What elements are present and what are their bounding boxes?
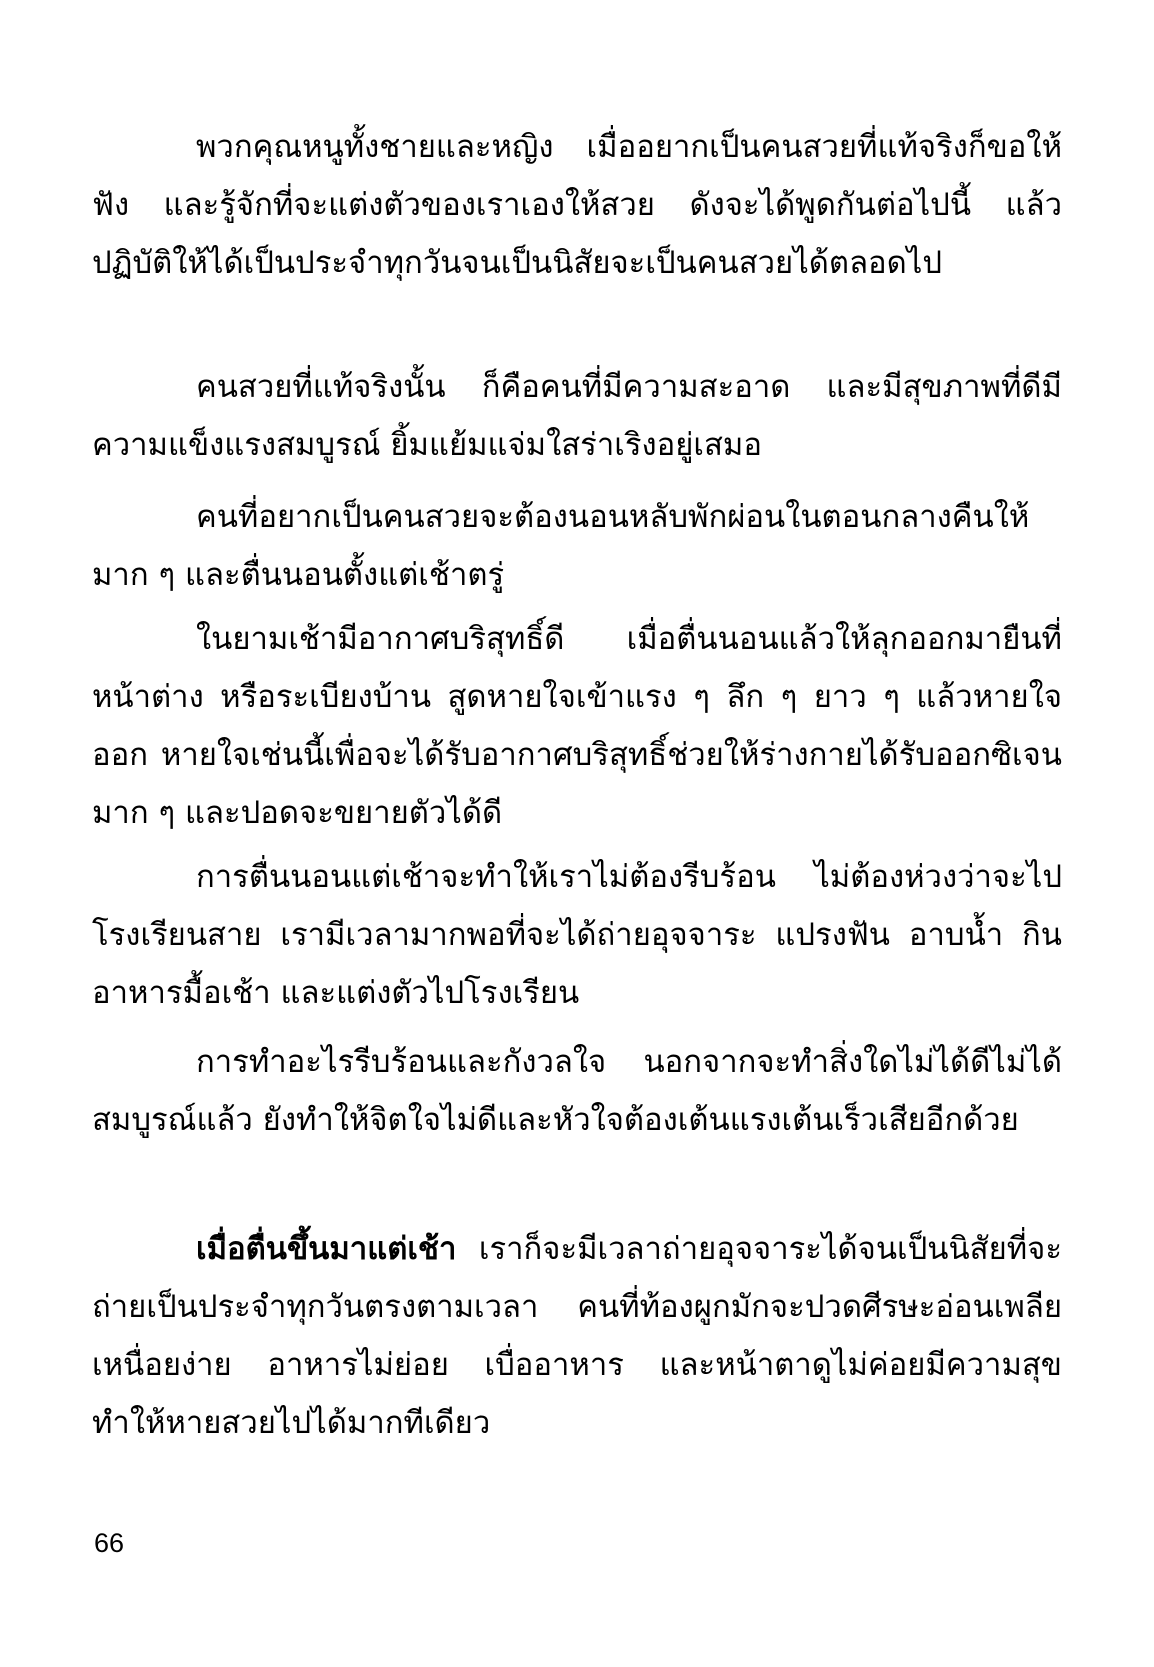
paragraph-7	[92, 1220, 1062, 1452]
paragraph-5: การตื่นนอนแต่เช้าจะทำให้เราไม่ต้องรีบร้อน ไม่ต้องห่วงว่าจะไปโรงเรียนสาย เรามีเวลามากพอที่จะได้ถ่ายอุจจาระ แปรงฟัน อาบน้ำ กินอาหารมื้อเช้า และแต่งตัวไปโรงเรียน	[92, 859, 1062, 1011]
paragraph-6: การทำอะไรรีบร้อนและกังวลใจ นอกจากจะทำสิ่งใดไม่ได้ดีไม่ได้สมบูรณ์แล้ว ยังทำให้จิตใจไม่ดีและหัวใจต้องเต้นแรงเต้นเร็วเสียอีกด้วย	[92, 1044, 1062, 1138]
paragraph-3: คนที่อยากเป็นคนสวยจะต้องนอนหลับพักผ่อนในตอนกลางคืนให้มาก ๆ และตื่นนอนตั้งแต่เช้าตรู่	[92, 499, 1030, 593]
paragraph-4: ในยามเช้ามีอากาศบริสุทธิ์ดี เมื่อตื่นนอนแล้วให้ลุกออกมายืนที่หน้าต่าง หรือระเบียงบ้าน สูดหายใจเข้าแรง ๆ ลึก ๆ ยาว ๆ แล้วหายใจออก หายใจเช่นนี้เพื่อจะได้รับอากาศบริสุทธิ์ช่วยให้ร่างกายได้รับออกซิเจนมาก ๆ และปอดจะขยายตัวได้ดี	[92, 621, 1062, 831]
paragraph-7-text: เราก็จะมีเวลาถ่ายอุจจาระได้จนเป็นนิสัยที่จะถ่ายเป็นประจำทุกวันตรงตามเวลา คนที่ท้องผูกมักจะปวดศีรษะอ่อนเพลีย เหนื่อยง่าย อาหารไม่ย่อย เบื่ออาหาร และหน้าตาดูไม่ค่อยมีความสุข ทำให้หายสวยไปได้มากทีเดียว	[92, 1231, 1062, 1441]
page-number: 66	[94, 1528, 125, 1558]
paragraph-2: คนสวยที่แท้จริงนั้น ก็คือคนที่มีความสะอาด และมีสุขภาพที่ดีมีความแข็งแรงสมบูรณ์ ยิ้มแย้มแจ่มใสร่าเริงอยู่เสมอ	[92, 369, 1062, 463]
bold-phrase-2: ตื่นขึ้น	[245, 1231, 330, 1267]
bold-phrase-1: เมื่อ	[196, 1231, 246, 1267]
paragraph-1: พวกคุณหนูทั้งชายและหญิง เมื่ออยากเป็นคนสวยที่แท้จริงก็ขอให้ฟัง และรู้จักที่จะแต่งตัวของเราเองให้สวย ดังจะได้พูดกันต่อไปนี้ แล้วปฏิบัติให้ได้เป็นประจำทุกวันจนเป็นนิสัยจะเป็นคนสวยได้ตลอดไป	[92, 129, 1062, 281]
bold-phrase-3: มาแต่เช้า	[329, 1231, 457, 1267]
